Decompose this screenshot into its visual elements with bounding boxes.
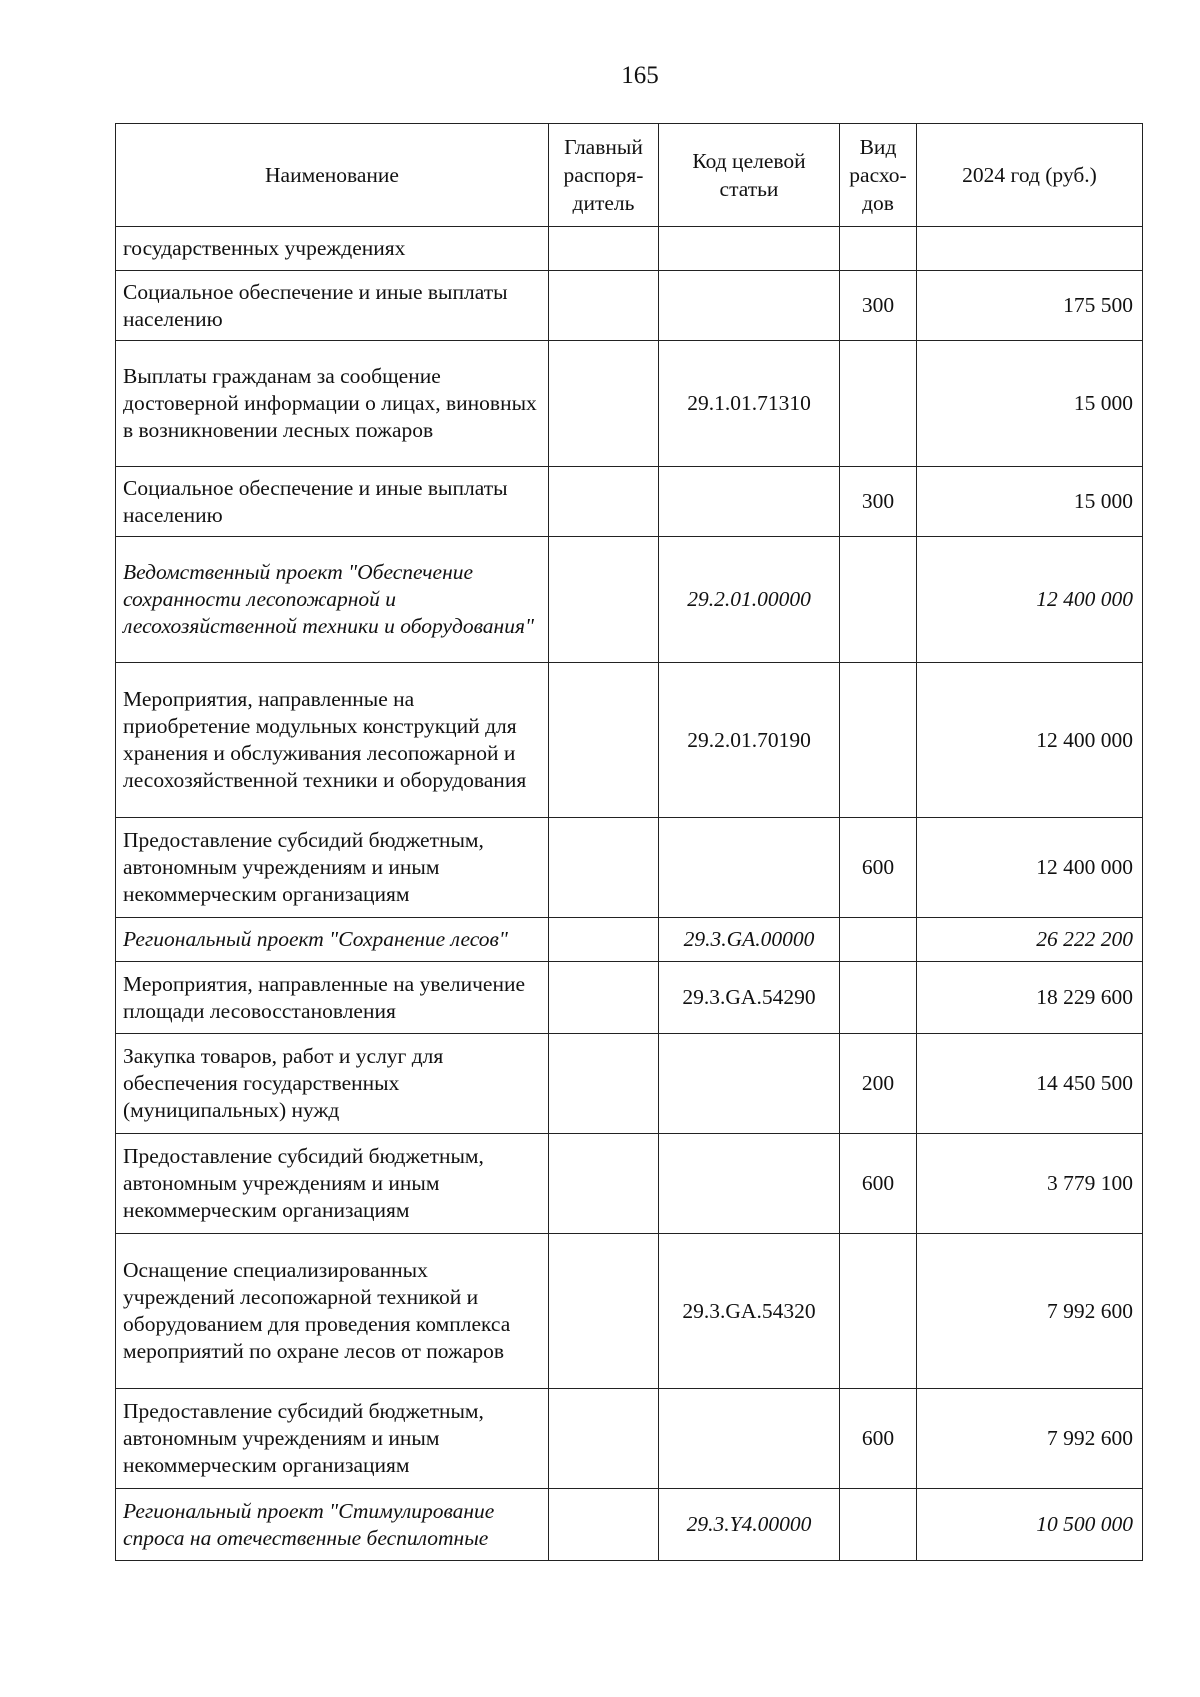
cell-amount: 15 000 — [917, 341, 1143, 467]
table-row — [116, 467, 1143, 537]
cell-amount: 14 450 500 — [917, 1034, 1143, 1134]
cell-amount: 12 400 000 — [917, 537, 1143, 663]
table-row — [116, 341, 1143, 467]
cell-code — [659, 271, 840, 341]
cell-name: государственных учреждениях — [116, 227, 549, 271]
cell-type — [840, 918, 917, 962]
cell-manager — [549, 918, 659, 962]
cell-type: 300 — [840, 467, 917, 537]
table-row — [116, 1134, 1143, 1234]
cell-amount: 18 229 600 — [917, 962, 1143, 1034]
cell-amount: 175 500 — [917, 271, 1143, 341]
cell-manager — [549, 271, 659, 341]
cell-code: 29.3.GA.54320 — [659, 1234, 840, 1389]
cell-name: Социальное обеспечение и иные выплаты населению — [116, 271, 549, 341]
cell-amount: 7 992 600 — [917, 1389, 1143, 1489]
table-row — [116, 1234, 1143, 1389]
table-row — [116, 818, 1143, 918]
cell-code — [659, 1134, 840, 1234]
header-type: Вид расхо-дов — [840, 124, 917, 227]
cell-type — [840, 537, 917, 663]
cell-amount: 15 000 — [917, 467, 1143, 537]
table-row — [116, 1389, 1143, 1489]
cell-manager — [549, 1134, 659, 1234]
table-row — [116, 1034, 1143, 1134]
cell-manager — [549, 1389, 659, 1489]
cell-manager — [549, 818, 659, 918]
table-header-row — [116, 124, 1143, 227]
cell-code — [659, 1389, 840, 1489]
cell-type: 600 — [840, 1134, 917, 1234]
cell-name: Выплаты гражданам за сообщение достоверной информации о лицах, виновных в возникновении лесных пожаров — [116, 341, 549, 467]
table-row — [116, 663, 1143, 818]
cell-name: Предоставление субсидий бюджетным, автономным учреждениям и иным некоммерческим организациям — [116, 818, 549, 918]
cell-manager — [549, 962, 659, 1034]
cell-manager — [549, 467, 659, 537]
cell-name: Предоставление субсидий бюджетным, автономным учреждениям и иным некоммерческим организациям — [116, 1134, 549, 1234]
cell-manager — [549, 341, 659, 467]
cell-name: Мероприятия, направленные на приобретение модульных конструкций для хранения и обслуживания лесопожарной и лесохозяйственной техники и оборудования — [116, 663, 549, 818]
cell-code: 29.1.01.71310 — [659, 341, 840, 467]
cell-type — [840, 1489, 917, 1561]
cell-name: Социальное обеспечение и иные выплаты населению — [116, 467, 549, 537]
header-name: Наименование — [116, 124, 549, 227]
header-amount: 2024 год (руб.) — [917, 124, 1143, 227]
cell-manager — [549, 1489, 659, 1561]
cell-type — [840, 1234, 917, 1389]
table-row — [116, 537, 1143, 663]
header-manager: Главный распоря-дитель — [549, 124, 659, 227]
cell-type: 200 — [840, 1034, 917, 1134]
cell-code — [659, 227, 840, 271]
table-body — [116, 227, 1143, 1561]
cell-amount: 10 500 000 — [917, 1489, 1143, 1561]
table-row — [116, 271, 1143, 341]
cell-type: 600 — [840, 818, 917, 918]
cell-code: 29.2.01.00000 — [659, 537, 840, 663]
cell-amount: 7 992 600 — [917, 1234, 1143, 1389]
cell-type — [840, 227, 917, 271]
cell-code — [659, 818, 840, 918]
cell-manager — [549, 663, 659, 818]
cell-manager — [549, 537, 659, 663]
cell-name: Оснащение специализированных учреждений лесопожарной техникой и оборудованием для проведения комплекса мероприятий по охране лесов от пожаров — [116, 1234, 549, 1389]
cell-manager — [549, 1234, 659, 1389]
cell-manager — [549, 227, 659, 271]
cell-amount: 3 779 100 — [917, 1134, 1143, 1234]
table-row — [116, 962, 1143, 1034]
cell-code: 29.3.GA.54290 — [659, 962, 840, 1034]
cell-code: 29.2.01.70190 — [659, 663, 840, 818]
cell-code — [659, 1034, 840, 1134]
cell-name: Региональный проект "Сохранение лесов" — [116, 918, 549, 962]
cell-type — [840, 962, 917, 1034]
table-row — [116, 227, 1143, 271]
table-row — [116, 918, 1143, 962]
cell-name: Предоставление субсидий бюджетным, автономным учреждениям и иным некоммерческим организациям — [116, 1389, 549, 1489]
header-code: Код целевой статьи — [659, 124, 840, 227]
budget-table — [115, 123, 1143, 1561]
cell-type — [840, 341, 917, 467]
cell-name: Ведомственный проект "Обеспечение сохранности лесопожарной и лесохозяйственной техники и оборудования" — [116, 537, 549, 663]
cell-amount: 26 222 200 — [917, 918, 1143, 962]
cell-type — [840, 663, 917, 818]
table-row — [116, 1489, 1143, 1561]
cell-name: Мероприятия, направленные на увеличение площади лесовосстановления — [116, 962, 549, 1034]
cell-amount: 12 400 000 — [917, 818, 1143, 918]
cell-name: Региональный проект "Стимулирование спроса на отечественные беспилотные — [116, 1489, 549, 1561]
page-number: 165 — [621, 62, 659, 89]
cell-type: 300 — [840, 271, 917, 341]
cell-code: 29.3.GA.00000 — [659, 918, 840, 962]
cell-type: 600 — [840, 1389, 917, 1489]
cell-code — [659, 467, 840, 537]
cell-manager — [549, 1034, 659, 1134]
cell-amount — [917, 227, 1143, 271]
cell-name: Закупка товаров, работ и услуг для обеспечения государственных (муниципальных) нужд — [116, 1034, 549, 1134]
cell-code: 29.3.Y4.00000 — [659, 1489, 840, 1561]
cell-amount: 12 400 000 — [917, 663, 1143, 818]
